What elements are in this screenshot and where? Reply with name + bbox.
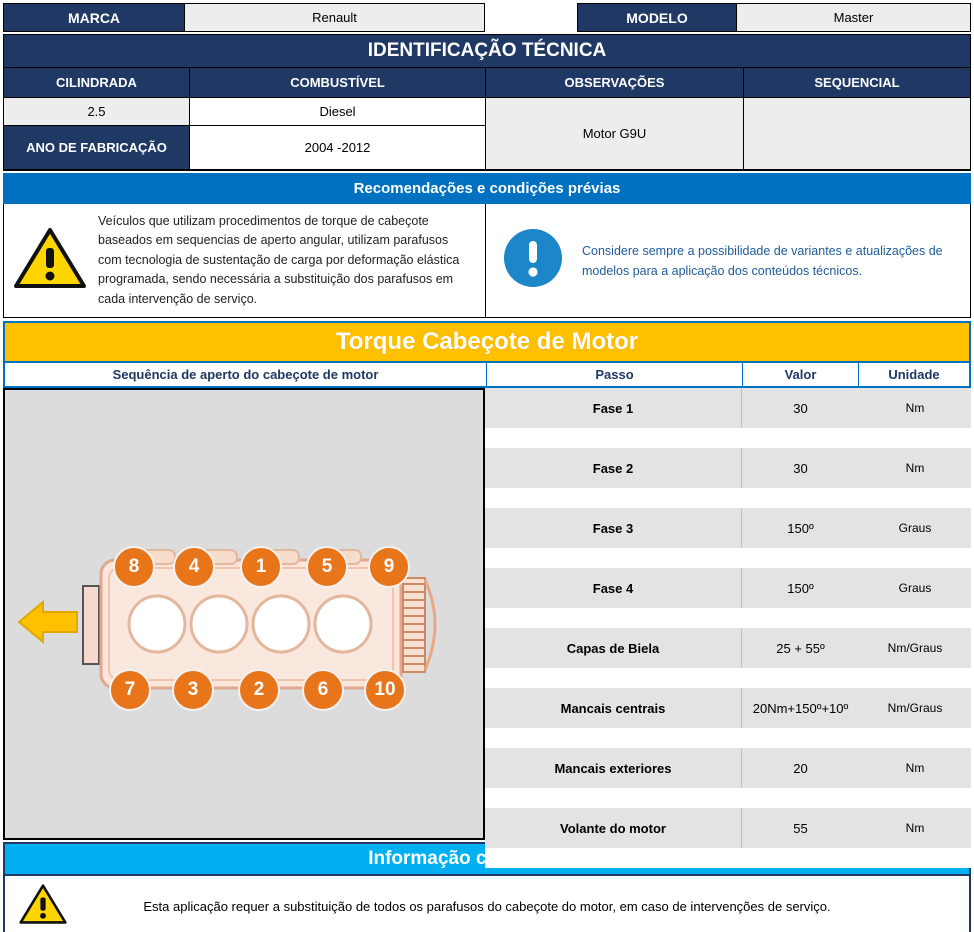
- row-separator: [485, 788, 971, 808]
- step-unidade: Nm: [905, 461, 925, 475]
- step-unidade: Nm: [905, 761, 925, 775]
- value-sequencial: [744, 98, 970, 170]
- step-valor: 55: [741, 808, 859, 848]
- row-separator: [485, 488, 971, 508]
- table-row: [485, 568, 971, 608]
- modelo-label: MODELO: [577, 3, 737, 32]
- step-unidade: Nm: [905, 821, 925, 835]
- marca-value: Renault: [185, 3, 485, 32]
- recomendacoes-info: [486, 204, 970, 317]
- recomendacoes-warning-text: Veículos que utilizam procedimentos de torque de cabeçote baseados em sequencias de aperto angular, utilizam parafusos com tecnologia de sustentação de carga por deformação elástica programada, sendo necessária a substituição dos parafusos em cada intervenção de serviço.: [98, 214, 460, 306]
- table-row: [485, 688, 971, 728]
- identificacao-title: IDENTIFICAÇÃO TÉCNICA: [4, 35, 970, 68]
- row-separator: [485, 548, 971, 568]
- warning-triangle-icon: [14, 226, 86, 295]
- step-passo: Fase 1: [592, 400, 634, 416]
- step-unidade: Graus: [898, 581, 932, 595]
- recomendacoes-body: [3, 204, 971, 318]
- identificacao-tecnica-block: [3, 34, 971, 171]
- header-spacer: [485, 3, 577, 32]
- step-valor: 150º: [741, 508, 859, 548]
- row-separator: [485, 428, 971, 448]
- engine-head-svg: [5, 390, 483, 838]
- step-unidade: Nm: [905, 401, 925, 415]
- step-passo: Capas de Biela: [566, 640, 660, 656]
- column-header-observacoes: OBSERVAÇÕES: [486, 68, 744, 98]
- identificacao-values: [4, 98, 970, 170]
- bolt-bottom-4: 6: [302, 669, 344, 711]
- row-separator: [485, 668, 971, 688]
- table-row: [485, 448, 971, 488]
- torque-main-content: [3, 388, 971, 840]
- step-unidade: Nm/Graus: [887, 701, 943, 715]
- value-combustivel: Diesel: [190, 98, 486, 126]
- step-valor: 20: [741, 748, 859, 788]
- step-passo: Fase 2: [592, 460, 634, 476]
- table-row: [485, 748, 971, 788]
- label-ano-fabricacao: ANO DE FABRICAÇÃO: [4, 126, 190, 170]
- bolt-top-5: 9: [368, 546, 410, 588]
- torque-steps-list: [485, 388, 971, 840]
- torque-table-header: [3, 363, 971, 388]
- engine-head-illustration: [5, 390, 483, 838]
- step-passo: Fase 4: [592, 580, 634, 596]
- step-passo: Mancais exteriores: [554, 760, 672, 776]
- warning-triangle-icon: [19, 883, 67, 930]
- recomendacoes-info-text: Considere sempre a possibilidade de variantes e atualizações de modelos para a aplicação dos conteúdos técnicos.: [582, 243, 943, 278]
- recomendacoes-warning: [4, 204, 486, 317]
- column-header-unidade: Unidade: [859, 363, 969, 386]
- row-separator: [485, 608, 971, 628]
- step-passo: Mancais centrais: [560, 700, 666, 716]
- bolt-top-2: 4: [173, 546, 215, 588]
- step-valor: 30: [741, 388, 859, 428]
- value-observacoes: Motor G9U: [486, 98, 744, 170]
- column-header-sequencial: SEQUENCIAL: [744, 68, 970, 98]
- step-passo: Fase 3: [592, 520, 634, 536]
- recomendacoes-title: Recomendações e condições prévias: [3, 173, 971, 204]
- column-header-cilindrada: CILINDRADA: [4, 68, 190, 98]
- value-ano-fabricacao: 2004 -2012: [190, 126, 486, 170]
- table-row: [485, 388, 971, 428]
- bolt-top-3: 1: [240, 546, 282, 588]
- torque-title: Torque Cabeçote de Motor: [3, 321, 971, 363]
- column-header-passo: Passo: [487, 363, 743, 386]
- step-valor: 30: [741, 448, 859, 488]
- info-circle-icon: [502, 227, 564, 294]
- step-valor: 150º: [741, 568, 859, 608]
- tightening-sequence-diagram: [3, 388, 485, 840]
- identificacao-column-headers: [4, 68, 970, 98]
- bolt-top-1: 8: [113, 546, 155, 588]
- step-unidade: Graus: [898, 521, 932, 535]
- column-header-sequencia: Sequência de aperto do cabeçote de motor: [5, 363, 487, 386]
- table-row: [485, 628, 971, 668]
- bolt-top-4: 5: [306, 546, 348, 588]
- step-valor: 25 + 55º: [741, 628, 859, 668]
- table-row: [485, 508, 971, 548]
- row-separator: [485, 728, 971, 748]
- bolt-bottom-2: 3: [172, 669, 214, 711]
- bolt-bottom-3: 2: [238, 669, 280, 711]
- table-row: [485, 808, 971, 848]
- vehicle-header-row: [0, 0, 974, 32]
- bolt-bottom-1: 7: [109, 669, 151, 711]
- marca-label: MARCA: [3, 3, 185, 32]
- column-header-valor: Valor: [743, 363, 859, 386]
- bolt-bottom-5: 10: [364, 669, 406, 711]
- step-passo: Volante do motor: [560, 820, 666, 836]
- step-valor: 20Nm+150º+10º: [741, 688, 859, 728]
- column-header-combustivel: COMBUSTÍVEL: [190, 68, 486, 98]
- modelo-value: Master: [737, 3, 971, 32]
- informacao-complementar-body: [3, 876, 971, 932]
- informacao-complementar-title: Informação complementar: [3, 842, 971, 876]
- step-unidade: Nm/Graus: [887, 641, 943, 655]
- informacao-complementar-note: Esta aplicação requer a substituição de todos os parafusos do cabeçote do motor, em caso de intervenções de serviço.: [143, 898, 831, 914]
- value-cilindrada: 2.5: [4, 98, 190, 126]
